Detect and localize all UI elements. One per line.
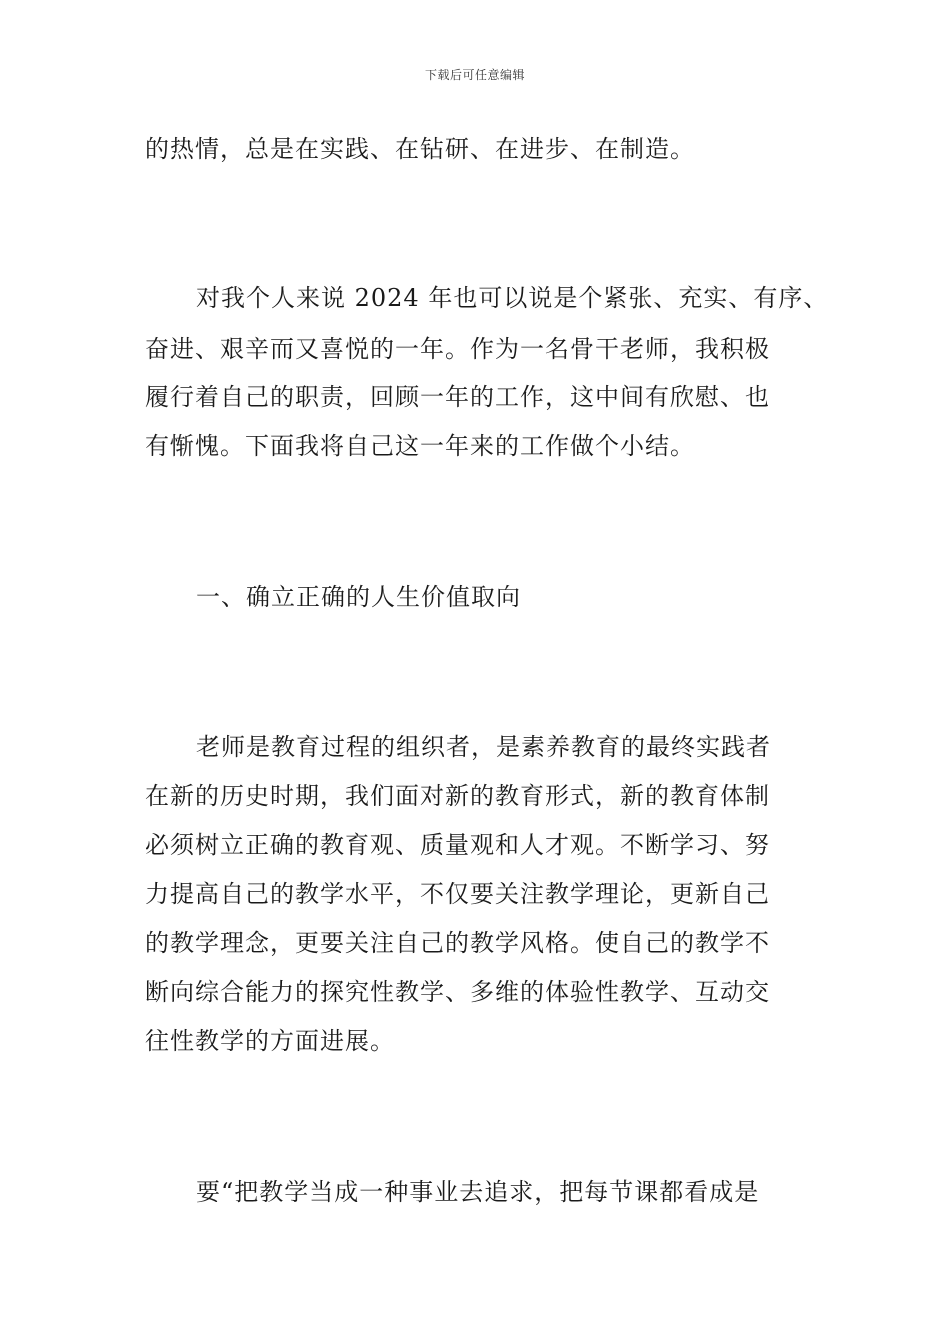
- page-header: 下载后可任意编辑: [424, 68, 525, 82]
- text-line: 力提高自己的教学水平，不仅要关注教学理论，更新自己: [145, 880, 770, 908]
- text-line: 的热情，总是在实践、在钻研、在进步、在制造。: [145, 135, 695, 163]
- text-line: 必须树立正确的教育观、质量观和人才观。不断学习、努: [145, 831, 770, 859]
- section-heading: 一、确立正确的人生价值取向: [196, 583, 521, 611]
- text-line: 要“把教学当成一种事业去追求，把每节课都看成是: [196, 1178, 760, 1206]
- text-line: 的教学理念，更要关注自己的教学风格。使自己的教学不: [145, 929, 770, 957]
- text-line: 老师是教育过程的组织者，是素养教育的最终实践者: [196, 733, 771, 761]
- text-line: 有惭愧。下面我将自己这一年来的工作做个小结。: [145, 432, 695, 460]
- text-line: 往性教学的方面进展。: [145, 1027, 395, 1055]
- text-line: 断向综合能力的探究性教学、多维的体验性教学、互动交: [145, 978, 770, 1006]
- text-line: 在新的历史时期，我们面对新的教育形式，新的教育体制: [145, 782, 770, 810]
- text-line: 履行着自己的职责，回顾一年的工作，这中间有欣慰、也: [145, 383, 770, 411]
- text-line: 奋进、艰辛而又喜悦的一年。作为一名骨干老师，我积极: [145, 335, 770, 363]
- text-line: 对我个人来说 2024 年也可以说是个紧张、充实、有序、: [196, 284, 829, 312]
